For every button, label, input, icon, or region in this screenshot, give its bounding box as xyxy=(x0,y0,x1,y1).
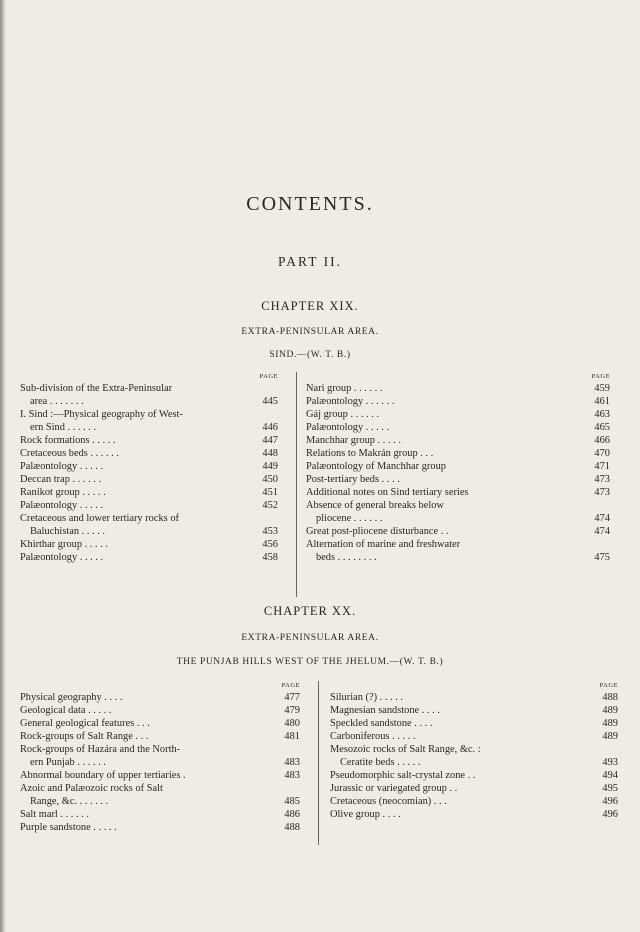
toc-page-number: 471 xyxy=(594,461,610,472)
toc-entry-label: Rock-groups of Salt Range . . . xyxy=(20,731,149,742)
toc-entry-label: Absence of general breaks below xyxy=(306,500,444,511)
toc-entry-label: pliocene . . . . . . xyxy=(316,513,383,524)
toc-entry xyxy=(20,395,278,408)
toc-entry xyxy=(306,473,610,486)
chapter-xix-region: SIND.—(W. T. B.) xyxy=(269,350,351,360)
toc-entry-label: area . . . . . . . xyxy=(30,396,84,407)
chapter-xix-right-column xyxy=(306,372,610,564)
toc-page-number: 488 xyxy=(284,822,300,833)
toc-entry xyxy=(306,382,610,395)
toc-entry-line xyxy=(20,408,278,421)
toc-page-number: 465 xyxy=(594,422,610,433)
toc-entry-label: Sub-division of the Extra-Peninsular xyxy=(20,383,173,394)
toc-entry-line xyxy=(20,382,278,395)
toc-page-number: 475 xyxy=(594,552,610,563)
toc-page-number: 496 xyxy=(602,809,618,820)
toc-entry-label: Palæontology . . . . . xyxy=(20,552,104,563)
toc-entry-label: Gáj group . . . . . . xyxy=(306,409,380,420)
toc-entry xyxy=(306,551,610,564)
toc-entry-label: Geological data . . . . . xyxy=(20,705,112,716)
toc-entry-line xyxy=(306,499,610,512)
part-heading: PART II. xyxy=(278,254,342,269)
toc-entry-label: Alternation of marine and freshwater xyxy=(306,539,461,550)
toc-entry-label: Jurassic or variegated group . . xyxy=(330,783,458,794)
toc-page-number: 489 xyxy=(602,731,618,742)
toc-entry-label: Ranikot group . . . . . xyxy=(20,487,106,498)
toc-entry-label: Salt marl . . . . . . xyxy=(20,809,89,820)
toc-page-number: 483 xyxy=(284,770,300,781)
chapter-xx-right-column xyxy=(330,681,618,821)
toc-entry xyxy=(306,434,610,447)
toc-page-number: 494 xyxy=(602,770,618,781)
toc-entry-label: Rock formations . . . . . xyxy=(20,435,116,446)
book-binding-edge xyxy=(0,0,6,932)
toc-page-number: 463 xyxy=(594,409,610,420)
toc-entry-label: Range, &c. . . . . . . xyxy=(30,796,109,807)
toc-entry-label: Speckled sandstone . . . . xyxy=(330,718,433,729)
toc-page-number: 448 xyxy=(262,448,278,459)
toc-entry-line xyxy=(20,782,300,795)
toc-entry xyxy=(20,486,278,499)
toc-page-number: 447 xyxy=(262,435,278,446)
toc-entry xyxy=(20,538,278,551)
toc-entry-label: Abnormal boundary of upper tertiaries . xyxy=(20,770,186,781)
toc-entry xyxy=(330,717,618,730)
toc-page-number: 449 xyxy=(262,461,278,472)
toc-entry xyxy=(20,525,278,538)
toc-entry-label: Manchhar group . . . . . xyxy=(306,435,401,446)
toc-entry-label: Cretaceous and lower tertiary rocks of xyxy=(20,513,179,524)
column-divider xyxy=(318,681,319,845)
toc-entry-label: Cretaceous (neocomian) . . . xyxy=(330,796,447,807)
toc-page-number: 480 xyxy=(284,718,300,729)
toc-entry-label: Silurian (?) . . . . . xyxy=(330,692,404,703)
chapter-xix-heading: CHAPTER XIX. xyxy=(261,299,359,313)
toc-entry xyxy=(306,408,610,421)
toc-page-number: 495 xyxy=(602,783,618,794)
toc-entry xyxy=(330,730,618,743)
chapter-xx-region: THE PUNJAB HILLS WEST OF THE JHELUM.—(W. T. B.) xyxy=(176,657,444,667)
page-column-header: PAGE xyxy=(599,682,618,689)
page-column-header: PAGE xyxy=(281,682,300,689)
toc-entry-line xyxy=(20,512,278,525)
toc-page-number: 456 xyxy=(262,539,278,550)
toc-entry xyxy=(20,717,300,730)
toc-entry xyxy=(20,551,278,564)
toc-entry-line xyxy=(330,743,618,756)
toc-page-number: 485 xyxy=(284,796,300,807)
toc-page-number: 486 xyxy=(284,809,300,820)
contents-title: CONTENTS. xyxy=(246,193,374,215)
page-column-header: PAGE xyxy=(259,373,278,380)
toc-entry xyxy=(330,756,618,769)
toc-entry-label: Magnesian sandstone . . . . xyxy=(330,705,440,716)
toc-entry-label: beds . . . . . . . . xyxy=(316,552,377,563)
toc-page-number: 473 xyxy=(594,487,610,498)
toc-page-number: 483 xyxy=(284,757,300,768)
chapter-xix-left-column xyxy=(20,372,278,564)
toc-entry-line xyxy=(20,743,300,756)
chapter-xx-heading: CHAPTER XX. xyxy=(263,604,357,618)
toc-entry xyxy=(306,447,610,460)
toc-entry xyxy=(306,460,610,473)
toc-entry xyxy=(330,691,618,704)
toc-entry-label: Post-tertiary beds . . . . xyxy=(306,474,400,485)
toc-entry-label: Khirthar group . . . . . xyxy=(20,539,109,550)
toc-page-number: 470 xyxy=(594,448,610,459)
toc-page-number: 493 xyxy=(602,757,618,768)
chapter-xx-area: EXTRA-PENINSULAR AREA. xyxy=(241,633,379,643)
toc-entry-line xyxy=(306,538,610,551)
toc-page-number: 473 xyxy=(594,474,610,485)
toc-entry-label: Palæontology of Manchhar group xyxy=(306,461,446,472)
toc-page-number: 489 xyxy=(602,718,618,729)
page-column-header: PAGE xyxy=(591,373,610,380)
toc-page-number: 453 xyxy=(262,526,278,537)
toc-entry xyxy=(20,821,300,834)
toc-page-number: 452 xyxy=(262,500,278,511)
toc-page-number: 450 xyxy=(262,474,278,485)
toc-page-number: 474 xyxy=(594,526,610,537)
toc-page-number: 477 xyxy=(284,692,300,703)
toc-entry xyxy=(20,769,300,782)
toc-entry xyxy=(20,730,300,743)
toc-entry xyxy=(330,769,618,782)
toc-entry-label: Additional notes on Sind tertiary series xyxy=(306,487,469,498)
toc-page-number: 451 xyxy=(262,487,278,498)
toc-entry-label: Purple sandstone . . . . . xyxy=(20,822,117,833)
toc-entry xyxy=(20,473,278,486)
toc-entry xyxy=(330,704,618,717)
toc-entry-label: Physical geography . . . . xyxy=(20,692,123,703)
toc-entry xyxy=(330,795,618,808)
toc-entry-label: ern Punjab . . . . . . xyxy=(30,757,106,768)
toc-entry xyxy=(20,704,300,717)
toc-entry xyxy=(330,782,618,795)
toc-entry xyxy=(20,808,300,821)
toc-entry-label: Palæontology . . . . . xyxy=(20,500,104,511)
toc-page-number: 489 xyxy=(602,705,618,716)
toc-page-number: 481 xyxy=(284,731,300,742)
toc-entry xyxy=(20,460,278,473)
toc-entry xyxy=(306,395,610,408)
toc-entry-label: Pseudomorphic salt-crystal zone . . xyxy=(330,770,476,781)
toc-entry xyxy=(306,512,610,525)
toc-entry-label: Palæontology . . . . . . xyxy=(306,396,395,407)
toc-entry xyxy=(306,486,610,499)
toc-entry-label: Nari group . . . . . . xyxy=(306,383,383,394)
toc-page-number: 474 xyxy=(594,513,610,524)
toc-entry-label: Baluchistan . . . . . xyxy=(30,526,106,537)
toc-entry xyxy=(20,691,300,704)
toc-entry-label: Deccan trap . . . . . . xyxy=(20,474,102,485)
toc-entry-label: Cretaceous beds . . . . . . xyxy=(20,448,119,459)
toc-entry-label: Relations to Makrán group . . . xyxy=(306,448,434,459)
toc-entry xyxy=(330,808,618,821)
toc-entry xyxy=(306,421,610,434)
toc-entry-label: Mesozoic rocks of Salt Range, &c. : xyxy=(330,744,481,755)
toc-entry-label: Azoic and Palæozoic rocks of Salt xyxy=(20,783,163,794)
toc-page-number: 466 xyxy=(594,435,610,446)
toc-entry-label: ern Sind . . . . . . xyxy=(30,422,97,433)
toc-entry xyxy=(306,525,610,538)
toc-page-number: 488 xyxy=(602,692,618,703)
toc-page-number: 446 xyxy=(262,422,278,433)
toc-entry-label: General geological features . . . xyxy=(20,718,150,729)
toc-page-number: 461 xyxy=(594,396,610,407)
column-divider xyxy=(296,372,297,597)
toc-entry-label: Palæontology . . . . . xyxy=(306,422,390,433)
toc-entry-label: Rock-groups of Hazára and the North- xyxy=(20,744,181,755)
toc-entry xyxy=(20,499,278,512)
toc-page-number: 459 xyxy=(594,383,610,394)
toc-entry-label: Ceratite beds . . . . . xyxy=(340,757,421,768)
toc-entry-label: Great post-pliocene disturbance . . xyxy=(306,526,449,537)
toc-entry-label: Palæontology . . . . . xyxy=(20,461,104,472)
toc-entry-label: Olive group . . . . xyxy=(330,809,401,820)
toc-entry-label: I. Sind :—Physical geography of West- xyxy=(20,409,183,420)
toc-entry xyxy=(20,421,278,434)
toc-entry xyxy=(20,795,300,808)
toc-page-number: 496 xyxy=(602,796,618,807)
toc-entry-label: Carboniferous . . . . . xyxy=(330,731,416,742)
toc-page-number: 458 xyxy=(262,552,278,563)
toc-entry xyxy=(20,447,278,460)
toc-page-number: 479 xyxy=(284,705,300,716)
toc-page-number: 445 xyxy=(262,396,278,407)
toc-entry xyxy=(20,756,300,769)
chapter-xx-left-column xyxy=(20,681,300,834)
chapter-xix-area: EXTRA-PENINSULAR AREA. xyxy=(241,327,379,337)
toc-entry xyxy=(20,434,278,447)
